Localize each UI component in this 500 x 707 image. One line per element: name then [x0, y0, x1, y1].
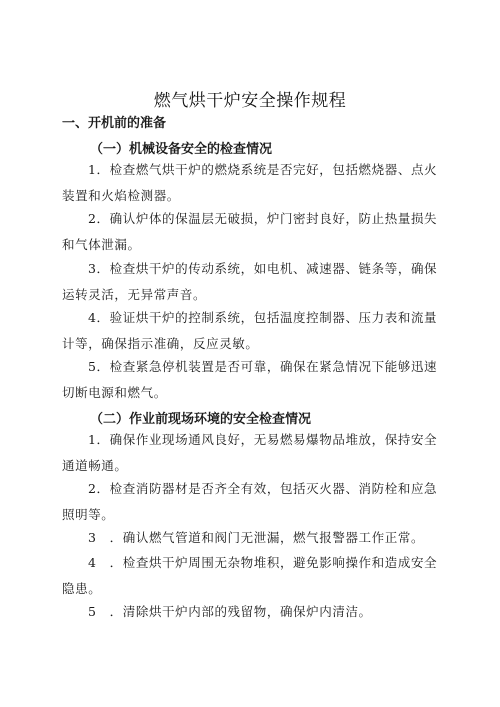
list-item [62, 157, 442, 209]
section-heading: 一、开机前的准备 [62, 116, 167, 131]
item-text: 1．确保作业现场通风良好，无易燃易爆物品堆放，保持安全通道畅通。 [62, 432, 438, 473]
item-text: 5．检查紧急停机装置是否可靠，确保在紧急情况下能够迅速切断电源和燃气。 [62, 359, 438, 400]
document-title: 燃气烘干炉安全操作规程 [153, 91, 347, 111]
list-item [62, 256, 442, 308]
list-item [62, 476, 442, 528]
list-item [62, 305, 442, 357]
list-item [62, 525, 442, 551]
list-item [62, 550, 442, 602]
subsection-heading-2: （二）作业前现场环境的安全检查情况 [90, 412, 312, 427]
list-item [62, 354, 442, 406]
list-item [62, 599, 442, 625]
list-item [62, 206, 442, 258]
list-item [62, 427, 442, 479]
item-text: 3 ．确认燃气管道和阀门无泄漏，燃气报警器工作正常。 [88, 530, 425, 545]
item-text: 5 ．清除烘干炉内部的残留物，确保炉内清洁。 [88, 604, 372, 619]
item-text: 4．验证烘干炉的控制系统，包括温度控制器、压力表和流量计等，确保指示准确，反应灵敏。 [62, 310, 438, 351]
item-text: 3．检查烘干炉的传动系统，如电机、减速器、链条等，确保运转灵活，无异常声音。 [62, 261, 438, 302]
item-text: 2．确认炉体的保温层无破损，炉门密封良好，防止热量损失和气体泄漏。 [62, 211, 438, 252]
item-text: 4 ．检查烘干炉周围无杂物堆积，避免影响操作和造成安全隐患。 [62, 555, 438, 596]
subsection-heading-1: （一）机械设备安全的检查情况 [90, 142, 273, 157]
item-text: 2．检查消防器材是否齐全有效，包括灭火器、消防栓和应急照明等。 [62, 481, 438, 522]
item-text: 1．检查燃气烘干炉的燃烧系统是否完好，包括燃烧器、点火装置和火焰检测器。 [62, 162, 438, 203]
